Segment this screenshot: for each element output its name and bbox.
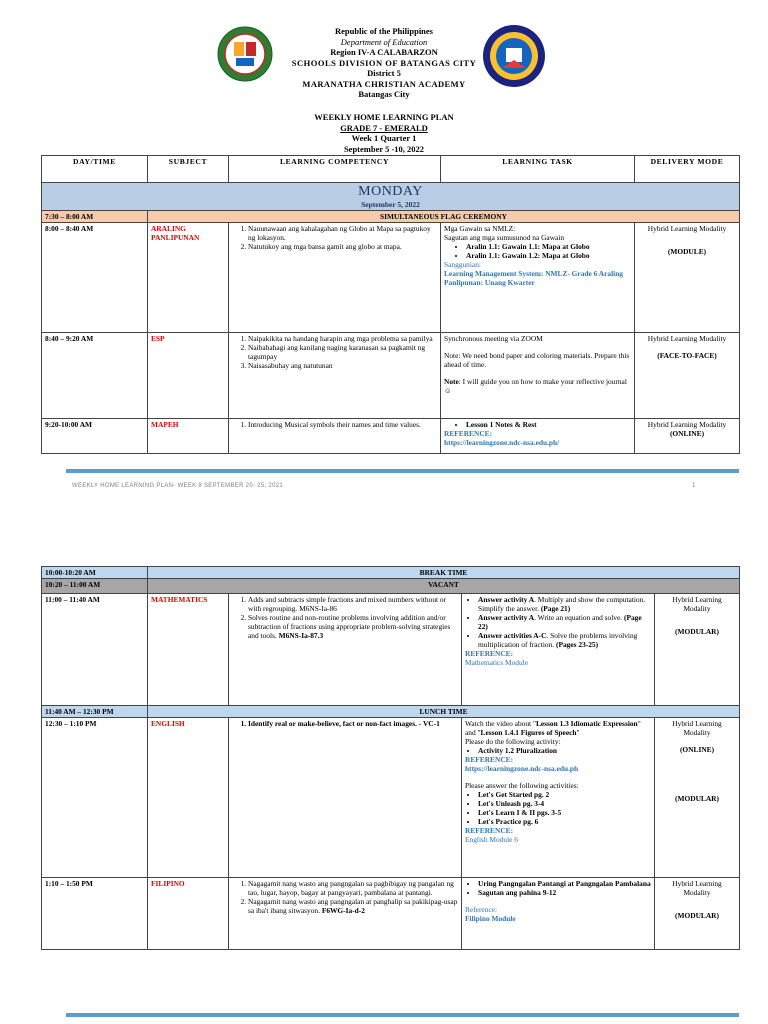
competency-item [248, 613, 458, 640]
competency-item: 1. Adds and subtracts simple fractions and mixed numbers without or with regrouping. M6NS-Ia-86 [248, 595, 458, 613]
task-cell [462, 594, 655, 706]
monday-cell [42, 183, 740, 211]
task-item: • Answer activity A. Write an equation and solve. (Page 22) [478, 613, 651, 631]
col-daytime: DAY/TIME [42, 156, 148, 183]
col-task: LEARNING TASK [441, 156, 635, 183]
reference-link[interactable]: https://learningzone.ndc-nsa.edu.ph [465, 764, 579, 773]
time-cell: 11:00 – 11:40 AM [42, 594, 148, 706]
department-line: Department of Education [340, 36, 428, 47]
table-row [42, 333, 740, 419]
col-subject: SUBJECT [148, 156, 229, 183]
mode-text: Hybrid Learning Modality [647, 334, 727, 343]
subject-cell: ESP [148, 333, 229, 419]
region-line: Region IV-A CALABARZON [330, 47, 438, 57]
task-item: • Let's Practice pg. 6 [478, 817, 651, 826]
competency-cell [229, 333, 441, 419]
task-item: • Uring Pangngalan Pantangi at Pangngalan Pambalana [478, 879, 651, 888]
task-cell [441, 419, 635, 454]
competency-cell [229, 878, 462, 950]
task-item: • Let's Get Started pg. 2 [478, 790, 651, 799]
task-item: • Answer activity A. Multiply and show the computation. Simplify the answer. (Page 21) [478, 595, 651, 613]
competency-item: 3. Naisasabuhay ang natutunan [248, 361, 437, 370]
reference-label: REFERENCE: [465, 826, 514, 835]
day-name: MONDAY [358, 184, 423, 199]
mode-text: Hybrid Learning Modality [672, 595, 722, 613]
flag-ceremony-cell: SIMULTANEOUS FLAG CEREMONY [148, 211, 740, 223]
table-row [42, 223, 740, 333]
reference-label: Reference: [465, 905, 498, 914]
task-item: • Sagutan ang pahina 9-12 [478, 888, 651, 897]
task-cell [462, 718, 655, 878]
competency-cell [229, 419, 441, 454]
page-2 [0, 540, 768, 1024]
footer-line [66, 469, 739, 473]
task-item: • Activity 1.2 Pluralization [478, 746, 651, 755]
time-cell: 1:10 – 1:50 PM [42, 878, 148, 950]
competency-item: 2. Naibabahagi ang kanilang naging karanasan sa pagkamit ng tagumpay [248, 343, 437, 361]
reference-text: English Module 6 [465, 835, 518, 844]
task-instruction: Sagutan ang mga sumusunod na Gawain [444, 233, 565, 242]
competency-item: 1. Naipakikita na handang harapin ang mga problema sa pamilya [248, 334, 437, 343]
col-mode: DELIVERY MODE [635, 156, 740, 183]
mode-type: (ONLINE) [679, 745, 715, 754]
time-cell: 11:40 AM – 12:30 PM [42, 706, 148, 718]
task-item: • Aralin 1.1: Gawain 1.1: Mapa at Globo [466, 242, 631, 251]
task-note: Note: We need bond paper and coloring materials. Prepare this ahead of time. [444, 351, 630, 369]
city-line: Batangas City [358, 89, 410, 99]
table-row [42, 211, 740, 223]
subject-cell: MAPEH [148, 419, 229, 454]
time-cell: 8:00 – 8:40 AM [42, 223, 148, 333]
plan-name: WEEKLY HOME LEARNING PLAN [314, 112, 454, 122]
mode-type: (MODULAR) [675, 627, 719, 636]
mode-cell [635, 419, 740, 454]
task-cell [441, 333, 635, 419]
note-text: : I will guide you on how to make your reflective journal ☺ [444, 377, 627, 395]
mode-type: (MODULE) [667, 247, 707, 256]
republic-line: Republic of the Philippines [334, 26, 433, 36]
competency-code: F6WG-Ia-d-2 [321, 906, 365, 915]
mode-type: (MODULAR) [675, 794, 719, 803]
lunch-cell: LUNCH TIME [148, 706, 740, 718]
watch-instruction: Watch the video about "Lesson 1.3 Idiomatic Expression" and "Lesson 1.4.1 Figures of Speech" [465, 719, 641, 737]
mode-type: (ONLINE) [669, 429, 705, 438]
mode-cell [655, 594, 740, 706]
plan-title [0, 112, 768, 154]
table-row [42, 878, 740, 950]
subject-cell: ARALING PANLIPUNAN [148, 223, 229, 333]
plan-table-page1 [41, 155, 740, 454]
time-cell: 9:20-10:00 AM [42, 419, 148, 454]
time-cell: 10:20 – 11:00 AM [42, 579, 148, 594]
mode-cell [655, 878, 740, 950]
mode-type: (FACE-TO-FACE) [657, 351, 717, 360]
table-row [42, 567, 740, 579]
competency-item: 2. Natutukoy ang mga bansa gamit ang globo at mapa. [248, 242, 437, 251]
reference-label: REFERENCE: [465, 755, 514, 764]
task-item: • Lesson 1 Notes & Rest [466, 420, 631, 429]
time-cell: 8:40 – 9:20 AM [42, 333, 148, 419]
reference-text: Filipino Module [465, 914, 516, 923]
time-cell: 7:30 – 8:00 AM [42, 211, 148, 223]
division-line: SCHOOLS DIVISION OF BATANGAS CITY [291, 57, 477, 68]
answer-instruction: Please answer the following activities: [465, 781, 579, 790]
task-intro: Mga Gawain sa NMLZ: [444, 224, 516, 233]
school-header [0, 26, 768, 100]
break-cell: BREAK TIME [148, 567, 740, 579]
competency-code: M6NS-Ia-87.3 [278, 631, 324, 640]
time-cell: 10:00-10:20 AM [42, 567, 148, 579]
task-text: Synchronous meeting via ZOOM [444, 334, 543, 343]
district-line: District 5 [367, 68, 401, 78]
reference-label: REFERENCE: [465, 649, 514, 658]
footer-line [66, 1013, 739, 1017]
reference-text: Mathematics Module [465, 658, 529, 667]
vacant-cell: VACANT [148, 579, 740, 594]
reference-text: Learning Management System: NMLZ- Grade 6 Araling Panlipunan: Unang Kwarter [444, 269, 624, 287]
competency-text: Solves routine and non-routine problems involving addition and/or subtraction of fractions using appropriate problem-solving strategies and tools. [248, 613, 451, 640]
competency-cell [229, 223, 441, 333]
task-item: • Let's Learn I & II pgs. 3-5 [478, 808, 651, 817]
mode-cell [635, 223, 740, 333]
task-item: • Aralin 1.1: Gawain 1.2: Mapa at Globo [466, 251, 631, 260]
reference-label: REFERENCE: [444, 429, 493, 438]
week-line: Week 1 Quarter 1 [351, 133, 417, 143]
day-row [42, 183, 740, 211]
competency-item [248, 897, 458, 915]
mode-text: Hybrid Learning Modality [647, 420, 727, 429]
mode-text: Hybrid Learning Modality [672, 719, 722, 737]
task-cell [441, 223, 635, 333]
task-cell [462, 878, 655, 950]
page-1 [0, 0, 768, 500]
competency-item: 1. Nagagamit nang wasto ang pangngalan sa pagbibigay ng pangalan ng tao, lugar, hayop, bagay at pangyayari, pambalana at pantangi. [248, 879, 458, 897]
subject-cell: FILIPINO [148, 878, 229, 950]
school-name: MARANATHA CHRISTIAN ACADEMY [302, 78, 466, 89]
competency-item: 1. Identify real or make-believe, fact or non-fact images. - VC-1 [248, 719, 458, 728]
page-number: 1 [692, 483, 696, 489]
dates-line: September 5 -10, 2022 [343, 143, 425, 154]
table-row [42, 419, 740, 454]
table-row [42, 579, 740, 594]
subject-cell: MATHEMATICS [148, 594, 229, 706]
note-label: Note [444, 377, 459, 386]
reference-link[interactable]: https://learningzone.ndc-nsa.edu.ph/ [444, 438, 560, 447]
mode-text: Hybrid Learning Modality [647, 224, 727, 233]
task-item: • Answer activities A-C. Solve the problems involving multiplication of fraction. (Pages 23-25) [478, 631, 651, 649]
competency-item: 1. Introducing Musical symbols their names and time values. [248, 420, 437, 429]
subject-cell: ENGLISH [148, 718, 229, 878]
competency-text: Nagagamit nang wasto ang pangngalan at panghalip sa pakikipag-usap sa iba't ibang sitwasyon. [248, 897, 458, 915]
competency-cell [229, 594, 462, 706]
task-note [444, 377, 631, 395]
do-instruction: Please do the following activity: [465, 737, 561, 746]
table-row [42, 718, 740, 878]
mode-cell [635, 333, 740, 419]
table-row [42, 594, 740, 706]
mode-type: (MODULAR) [675, 911, 719, 920]
time-cell: 12:30 – 1:10 PM [42, 718, 148, 878]
mode-text: Hybrid Learning Modality [672, 879, 722, 897]
mode-cell [655, 718, 740, 878]
grade-line: GRADE 7 - EMERALD [340, 122, 428, 133]
competency-item: 1. Nauunawaan ang kahalagahan ng Globo at Mapa sa pagtukoy ng lokasyon. [248, 224, 437, 242]
reference-label: Sanggunian: [444, 260, 481, 269]
table-row [42, 706, 740, 718]
plan-table-page2 [41, 566, 740, 950]
day-date: September 5, 2022 [361, 200, 420, 209]
table-header-row [42, 156, 740, 183]
col-competency: LEARNING COMPETENCY [229, 156, 441, 183]
task-item: • Let's Unleash pg. 3-4 [478, 799, 651, 808]
page-footer: WEEKLY HOME LEARNING PLAN- WEEK 8 SEPTEMBER 20- 25, 2021 [72, 483, 283, 489]
competency-cell [229, 718, 462, 878]
